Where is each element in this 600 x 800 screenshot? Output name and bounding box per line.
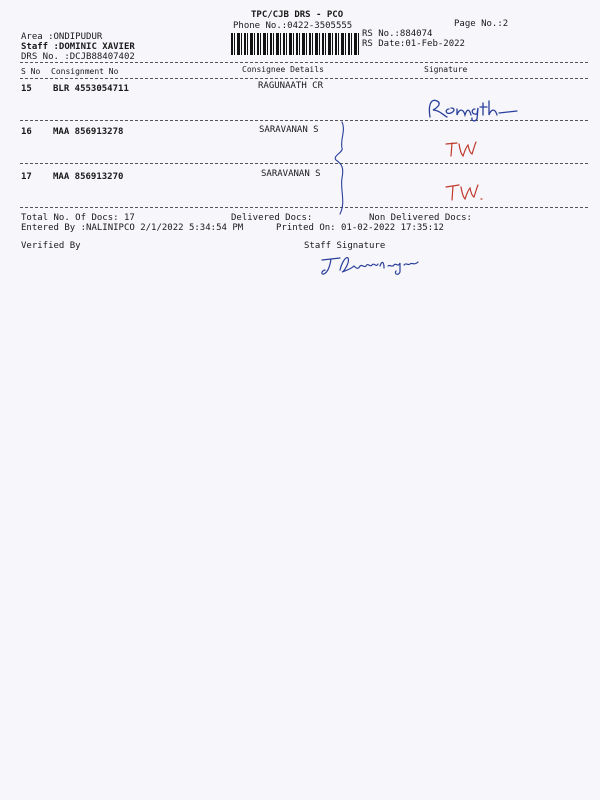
rows-end-divider [20,207,588,208]
column-header-signature: Signature [424,65,468,74]
columns-divider [20,78,588,79]
row-sno: 16 [21,127,32,137]
bracket-mark [328,118,358,218]
staff-signature-label: Staff Signature [304,241,386,251]
staff-name: Staff :DOMINIC XAVIER [21,42,135,52]
row-consignment: MAA 856913278 [53,127,124,137]
document-title: TPC/CJB DRS - PCO [251,10,344,20]
header-divider [20,62,588,63]
row-sno: 15 [21,84,32,94]
rs-number: RS No.:884074 [362,29,433,39]
signature-row-17 [443,180,488,204]
row-consignee: RAGUNAATH CR [258,81,324,91]
row-sno: 17 [21,172,32,182]
entered-by: Entered By :NALINIPCO 2/1/2022 5:34:54 PM [21,223,244,233]
area-name: Area :ONDIPUDUR [21,32,103,42]
row-consignee: SARAVANAN S [261,169,321,179]
rs-date: RS Date:01-Feb-2022 [362,39,465,49]
barcode [231,33,359,55]
non-delivered-docs: Non Delivered Docs: [369,213,472,223]
delivered-docs: Delivered Docs: [231,213,313,223]
column-header-sno: S No [21,67,41,76]
drs-number: DRS No. :DCJB88407402 [21,52,135,62]
total-docs: Total No. Of Docs: 17 [21,213,135,223]
phone-number: Phone No.:0422-3505555 [233,21,353,31]
page-number: Page No.:2 [454,19,509,29]
row-consignment: MAA 856913270 [53,172,124,182]
printed-on: Printed On: 01-02-2022 17:35:12 [276,223,444,233]
row-consignee: SARAVANAN S [259,125,319,135]
row-divider [20,163,588,164]
column-header-consignee: Consignee Details [242,65,324,74]
column-header-consignment: Consignment No [51,67,119,76]
verified-by: Verified By [21,241,81,251]
staff-signature-mark [318,250,428,280]
signature-row-15 [425,95,520,123]
row-consignment: BLR 4553054711 [53,84,129,94]
signature-row-16 [443,138,483,160]
